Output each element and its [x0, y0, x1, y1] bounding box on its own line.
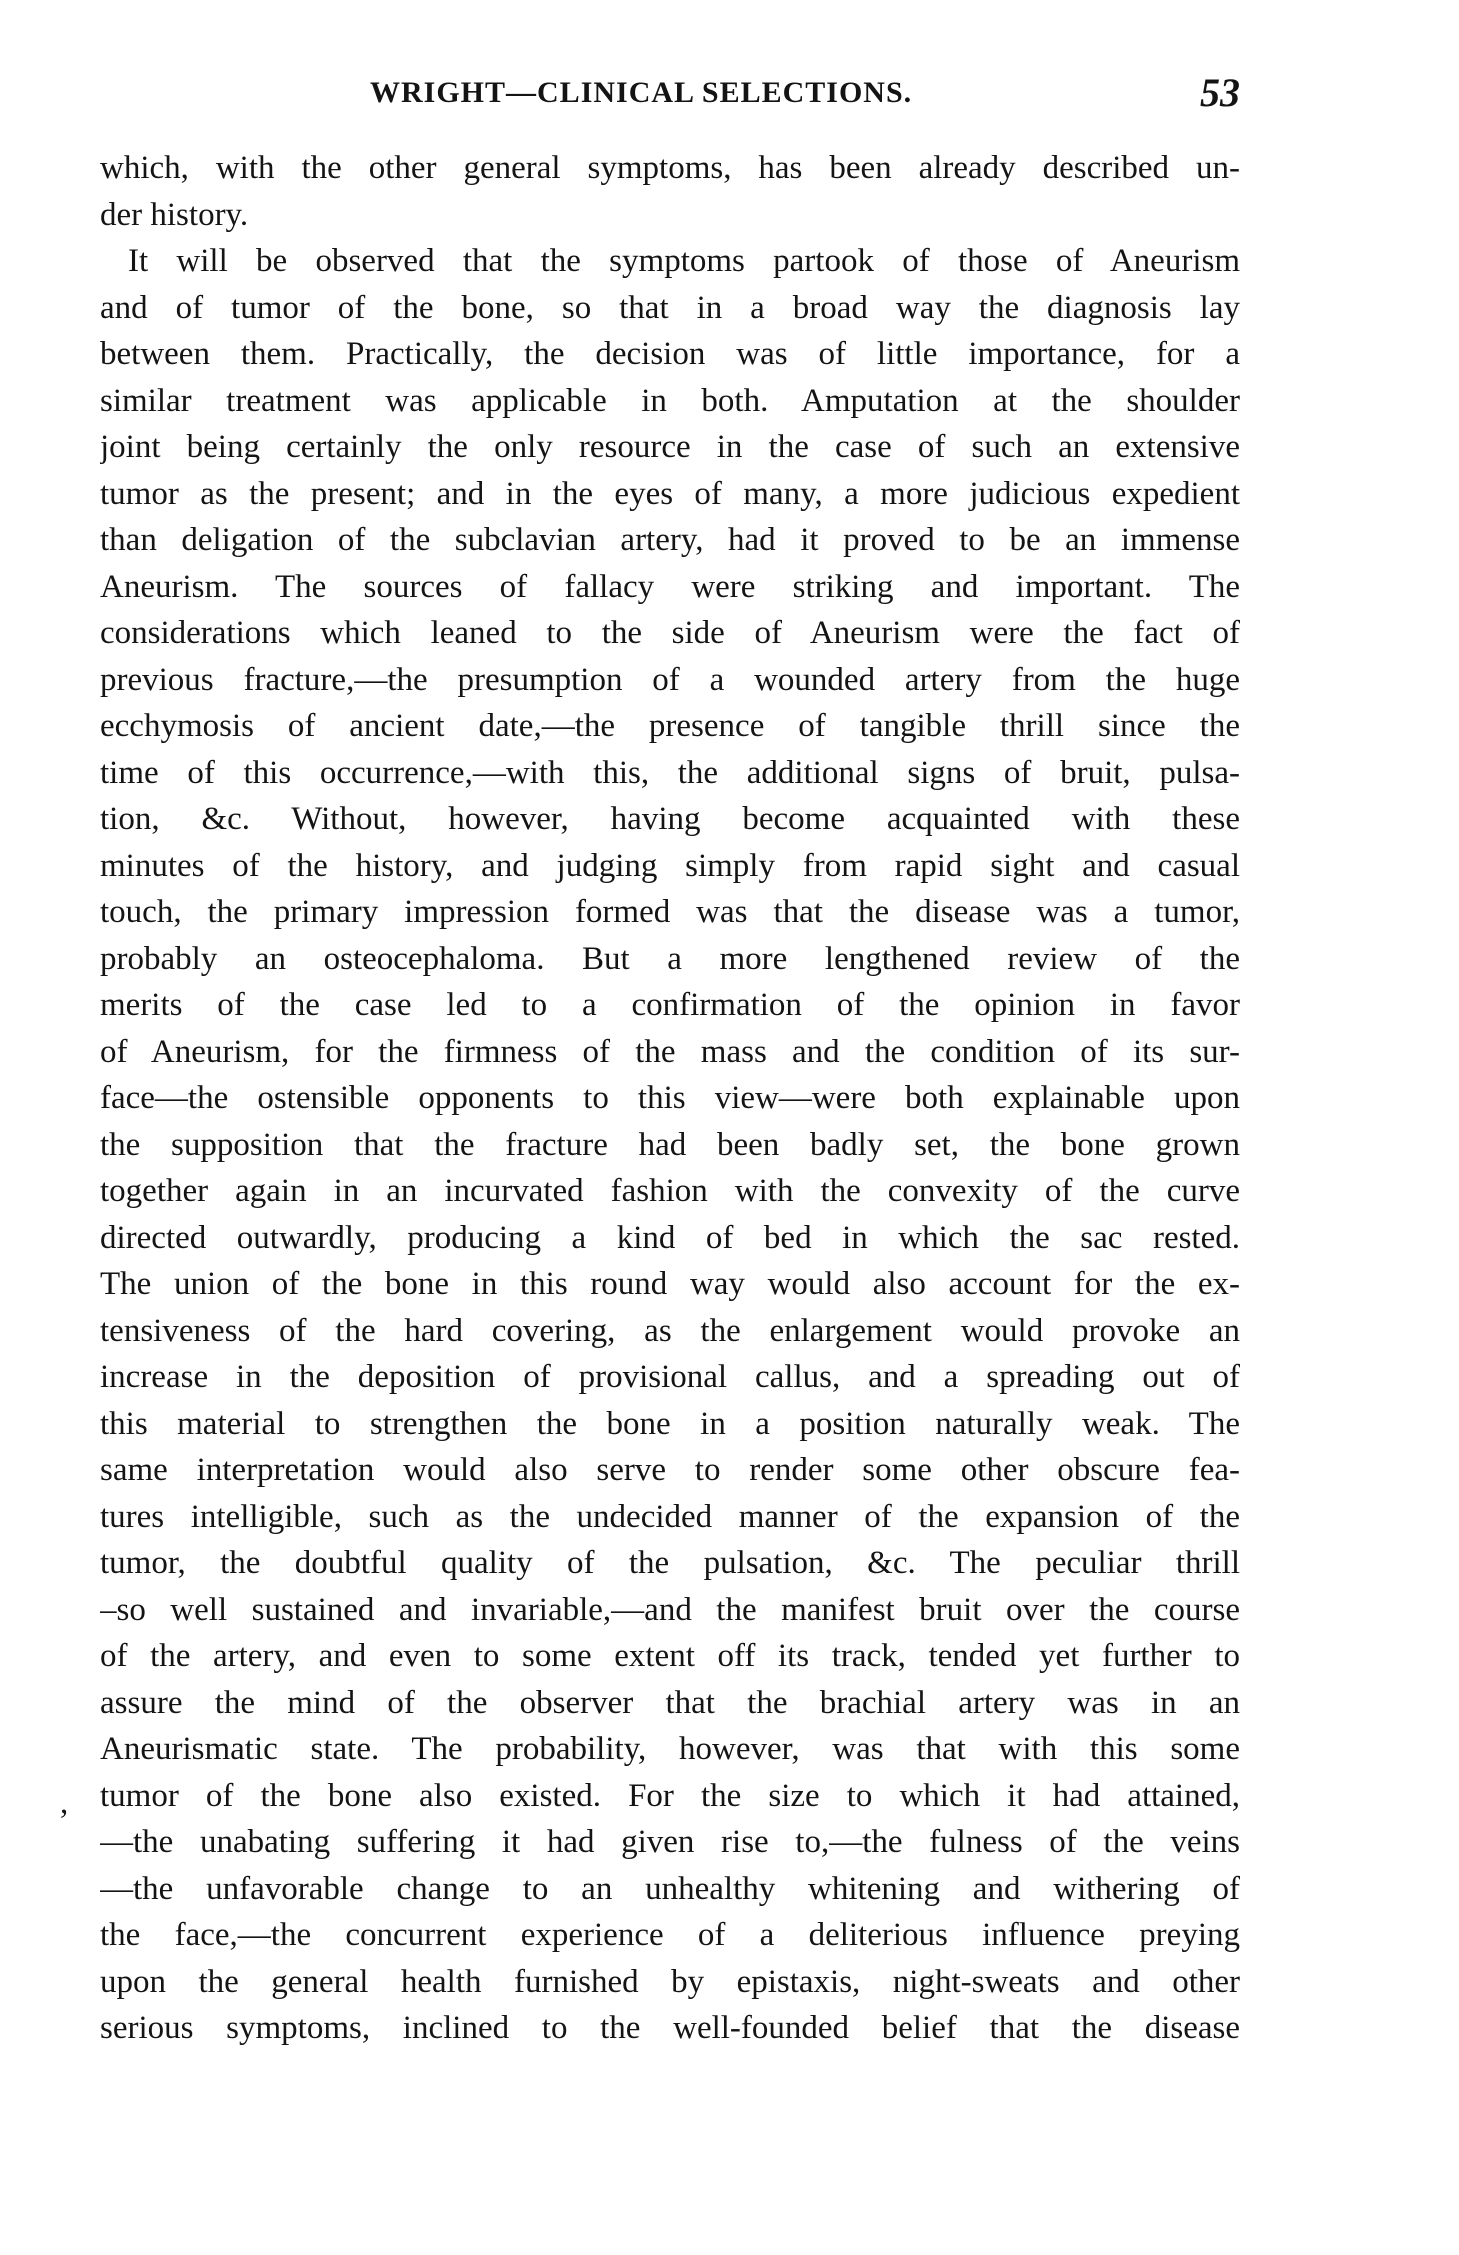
text-line: assure the mind of the observer that the brachial artery was in an: [100, 1684, 1240, 1721]
text-line: tumor of the bone also existed. For the size to which it had attained,: [100, 1777, 1240, 1814]
text-line: which, with the other general symptoms, has been already described un-: [100, 150, 1240, 186]
text-line: minutes of the history, and judging simply from rapid sight and casual: [100, 847, 1240, 884]
text-line: directed outwardly, producing a kind of bed in which the sac rested.: [100, 1219, 1240, 1256]
text-line: together again in an incurvated fashion with the convexity of the curve: [100, 1173, 1240, 1209]
text-line: than deligation of the subclavian artery, had it proved to be an immense: [100, 522, 1240, 558]
body-text: [100, 145, 1240, 2052]
text-line: —the unabating suffering it had given rise to,—the fulness of the veins: [100, 1824, 1240, 1860]
text-line: tures intelligible, such as the undecided manner of the expansion of the: [100, 1498, 1240, 1535]
text-line: the supposition that the fracture had been badly set, the bone grown: [100, 1126, 1240, 1163]
text-line: time of this occurrence,—with this, the additional signs of bruit, pulsa-: [100, 754, 1240, 791]
text-line: ecchymosis of ancient date,—the presence of tangible thrill since the: [100, 708, 1240, 744]
text-line: of the artery, and even to some extent off its track, tended yet further to: [100, 1638, 1240, 1674]
text-line: and of tumor of the bone, so that in a broad way the diagnosis lay: [100, 289, 1240, 326]
text-line: upon the general health furnished by epistaxis, night-sweats and other: [100, 1963, 1240, 2000]
text-line: —the unfavorable change to an unhealthy whitening and withering of: [100, 1870, 1240, 1907]
text-line: tumor as the present; and in the eyes of many, a more judicious expedient: [100, 475, 1240, 512]
text-line: tensiveness of the hard covering, as the enlargement would provoke an: [100, 1312, 1240, 1349]
text-line: this material to strengthen the bone in a position naturally weak. The: [100, 1405, 1240, 1442]
text-line: between them. Practically, the decision was of little importance, for a: [100, 336, 1240, 372]
text-line: increase in the deposition of provisional callus, and a spreading out of: [100, 1359, 1240, 1395]
page-number: 53: [1200, 70, 1240, 115]
text-line: merits of the case led to a confirmation of the opinion in favor: [100, 987, 1240, 1023]
text-line: –so well sustained and invariable,—and the manifest bruit over the course: [100, 1591, 1240, 1628]
text-line: der history.: [100, 196, 249, 233]
text-line: previous fracture,—the presumption of a wounded artery from the huge: [100, 661, 1240, 698]
text-line: Aneurism. The sources of fallacy were striking and important. The: [100, 568, 1240, 605]
text-line: same interpretation would also serve to render some other obscure fea-: [100, 1452, 1240, 1488]
text-line: similar treatment was applicable in both. Amputation at the shoulder: [100, 382, 1240, 419]
text-line: face—the ostensible opponents to this view—were both explainable upon: [100, 1080, 1240, 1116]
text-line: Aneurismatic state. The probability, however, was that with this some: [100, 1731, 1240, 1767]
text-line: joint being certainly the only resource in the case of such an extensive: [100, 429, 1240, 465]
margin-mark: ,: [60, 1785, 69, 1821]
text-line: tumor, the doubtful quality of the pulsation, &c. The peculiar thrill: [100, 1545, 1240, 1581]
text-line: probably an osteocephaloma. But a more lengthened review of the: [100, 940, 1240, 977]
page-header: [100, 68, 1240, 118]
text-line: The union of the bone in this round way would also account for the ex-: [100, 1266, 1240, 1302]
paragraph-first-line: It will be observed that the symptoms partook of those of Aneurism: [128, 243, 1240, 279]
text-line: serious symptoms, inclined to the well-founded belief that the disease: [100, 2010, 1240, 2046]
text-line: the face,—the concurrent experience of a deliterious influence preying: [100, 1917, 1240, 1953]
text-line: tion, &c. Without, however, having become acquainted with these: [100, 801, 1240, 837]
text-line: considerations which leaned to the side of Aneurism were the fact of: [100, 615, 1240, 651]
text-line: touch, the primary impression formed was that the disease was a tumor,: [100, 894, 1240, 930]
text-line: of Aneurism, for the firmness of the mass and the condition of its sur-: [100, 1033, 1240, 1070]
running-title: WRIGHT—CLINICAL SELECTIONS.: [370, 76, 913, 109]
